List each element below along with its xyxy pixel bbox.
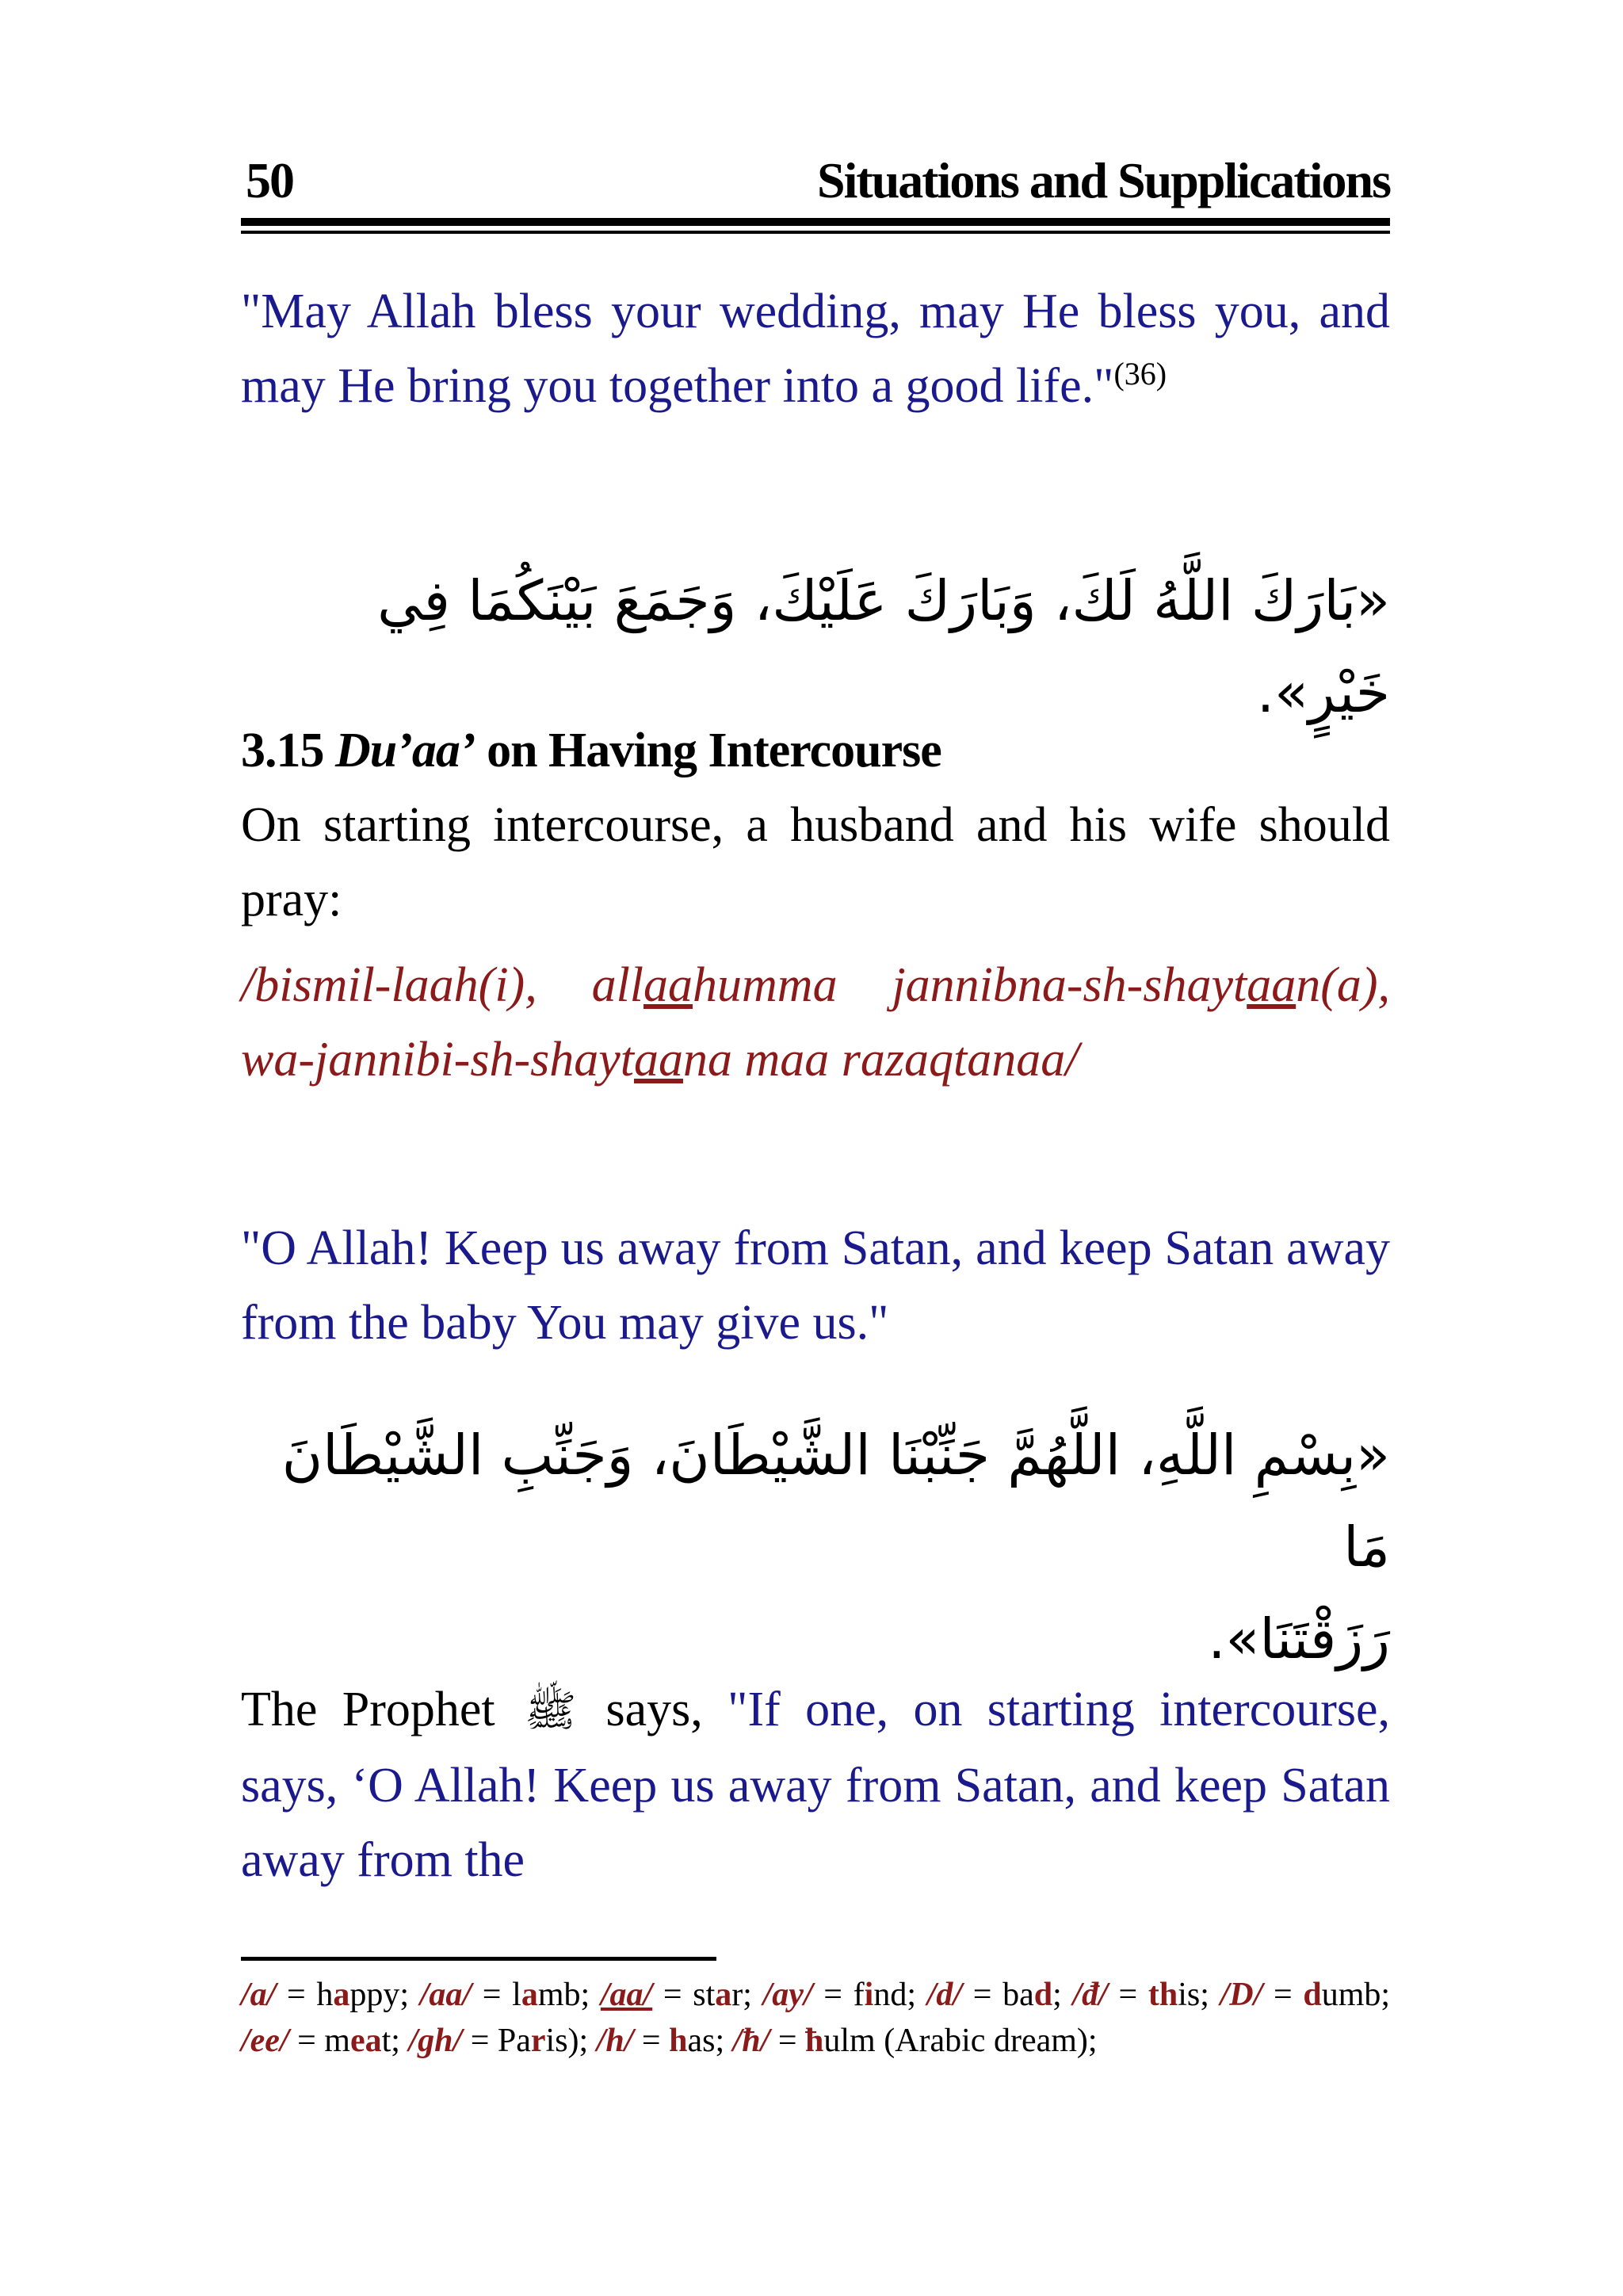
footnote-key: /aa/ (419, 1977, 472, 2013)
footnote-key: /đ/ (1072, 1977, 1108, 2013)
footnote-rest: mb; (537, 1977, 601, 2013)
hadith-quote: "If one, on starting intercourse, says, ‘O Allah! Keep us away from Satan, and keep Satan away from the (241, 1683, 1391, 1887)
translit-part: /bismil-laah(i), all (241, 958, 644, 1012)
footnote-ref: (36) (1113, 356, 1167, 392)
duaa-translation-text: "O Allah! Keep us away from Satan, and keep Satan away from the baby You may give us." (241, 1221, 1390, 1350)
footnote-key: /D/ (1220, 1977, 1263, 2013)
duaa-arabic-line1: «بِسْمِ اللَّهِ، اللَّهُمَّ جَنِّبْنَا الشَّيْطَانَ، وَجَنِّبِ الشَّيْطَانَ مَا (281, 1423, 1390, 1580)
footnote-hl: a (333, 1977, 350, 2013)
footnote-hl: a (521, 1977, 538, 2013)
salutation-seal-icon: ﷺ (524, 1686, 577, 1736)
header-rule-thick (241, 218, 1390, 226)
footnote-key: /h/ (596, 2023, 634, 2059)
footnote-key: /ay/ (762, 1977, 813, 2013)
translit-part: humma jannibna-sh-shayt (693, 958, 1247, 1012)
hadith-lead: The Prophet (241, 1683, 495, 1736)
footnote-rest: t; (381, 2023, 409, 2059)
footnote-rest: nd; (873, 1977, 927, 2013)
duaa-translation (241, 1211, 1390, 1360)
footnote-hl: ea (349, 2023, 382, 2059)
footnote-rest: r; (731, 1977, 763, 2013)
header-rule-thin (241, 231, 1390, 234)
footnote-eq: = ba (962, 1977, 1034, 2013)
footnote-hl: a (715, 1977, 732, 2013)
wedding-translation-text: "May Allah bless your wedding, may He bless you, and may He bring you together into a good life." (241, 285, 1390, 413)
footnote-hl: d (1033, 1977, 1053, 2013)
footnote-rest: ulm (Arabic dream); (823, 2023, 1098, 2059)
footnote-rest: ; (1052, 1977, 1062, 2013)
translit-part: n(a), wa-jannibi-sh-shayt (241, 958, 1390, 1087)
translit-underlined: aa (643, 958, 693, 1012)
wedding-translation (241, 274, 1390, 423)
duaa-arabic (241, 1409, 1390, 1685)
footnote-eq: = (633, 2023, 670, 2059)
footnote-key: /ħ/ (732, 2023, 770, 2059)
footnote-eq: = (769, 2023, 805, 2059)
footnote-eq: = (1262, 1977, 1304, 2013)
footnote-rest: ppy; (349, 1977, 420, 2013)
footnote-hl: i (864, 1977, 874, 2013)
transliteration-key-footnote (241, 1972, 1390, 2064)
footnote-eq: = h (276, 1977, 334, 2013)
wedding-arabic: «بَارَكَ اللَّهُ لَكَ، وَبَارَكَ عَلَيْكَ، وَجَمَعَ بَيْنَكُمَا فِي خَيْرٍ». (377, 568, 1390, 725)
section-number: 3.15 (241, 724, 324, 777)
footnote-hl: ħ (805, 2023, 824, 2059)
page-number: 50 (246, 152, 293, 208)
hadith-paragraph (241, 1672, 1390, 1897)
footnote-rest: is); (545, 2023, 597, 2059)
footnote-hl: d (1303, 1977, 1322, 2013)
footnote-eq: = l (472, 1977, 521, 2013)
section-intro-text: On starting intercourse, a husband and his wife should pray: (241, 798, 1390, 926)
footnote-rest: umb; (1321, 1977, 1391, 2013)
running-title: Situations and Supplications (817, 152, 1390, 208)
section-term: Du’aa’ (335, 724, 475, 777)
translit-underlined: aa (633, 1033, 683, 1087)
footnote-rule (241, 1957, 716, 1961)
footnote-rest: as; (687, 2023, 725, 2059)
footnote-eq: = st (652, 1977, 716, 2013)
translit-underlined: aa (1247, 958, 1296, 1012)
duaa-arabic-line2: رَزَقْتَنَا». (1208, 1606, 1390, 1671)
footnote-eq: = (1107, 1977, 1148, 2013)
footnote-key: /ee/ (241, 2023, 289, 2059)
footnote-key: /aa/ (600, 1977, 653, 2013)
footnote-key: /d/ (926, 1977, 963, 2013)
footnote-eq: = Pa (462, 2023, 531, 2059)
page-header (241, 147, 1390, 226)
footnote-hl: th (1148, 1977, 1178, 2013)
footnote-key: /gh/ (408, 2023, 463, 2059)
footnote-rest: is; (1178, 1977, 1220, 2013)
footnote-eq: = m (288, 2023, 350, 2059)
duaa-transliteration (241, 948, 1390, 1097)
footnote-eq: = f (812, 1977, 865, 2013)
section-heading (241, 713, 1390, 788)
section-intro (241, 788, 1390, 937)
hadith-says: says, (605, 1683, 703, 1736)
footnote-hl: r (530, 2023, 546, 2059)
footnote-key: /a/ (241, 1977, 277, 2013)
footnote-hl: h (669, 2023, 688, 2059)
section-title: on Having Intercourse (487, 724, 941, 777)
translit-part: na maa razaqtanaa/ (682, 1033, 1079, 1087)
